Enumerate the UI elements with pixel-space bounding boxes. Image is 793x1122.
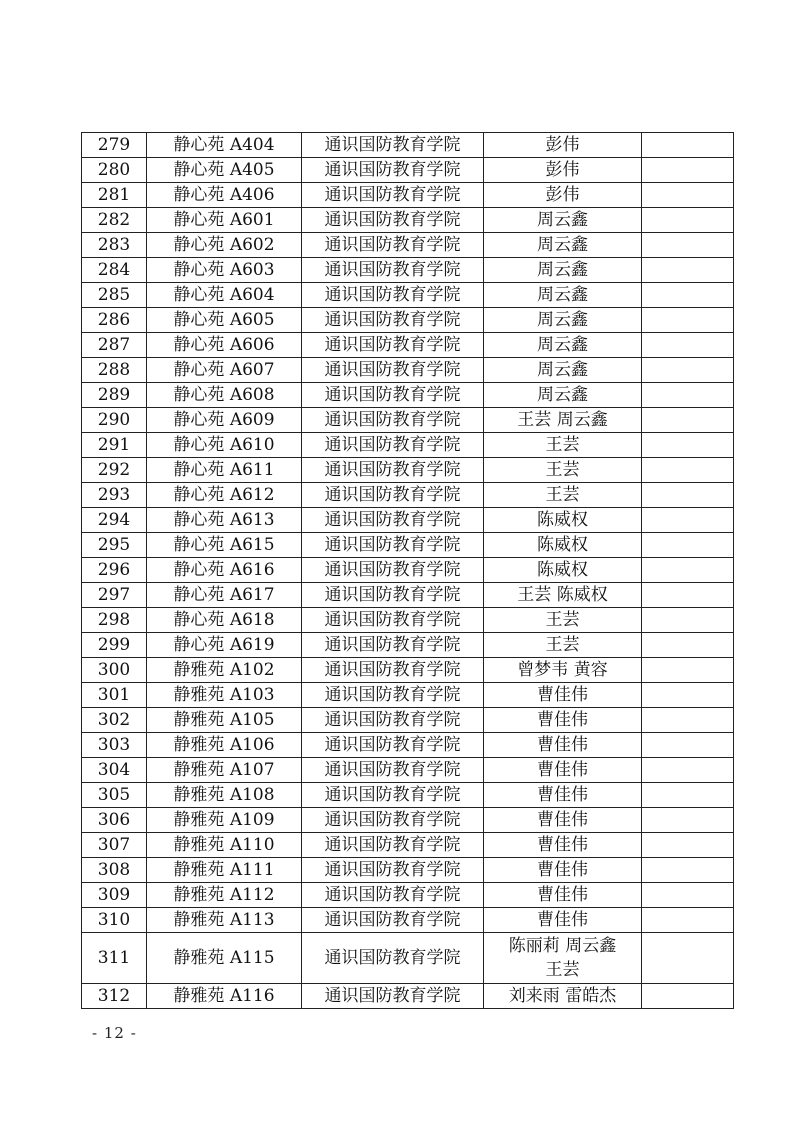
counselor-cell: 王芸 — [484, 633, 642, 658]
college-cell: 通识国防教育学院 — [302, 783, 484, 808]
table-row — [82, 133, 734, 158]
table-row — [82, 183, 734, 208]
row-number-cell: 311 — [82, 933, 147, 984]
note-cell — [642, 633, 734, 658]
row-number-cell: 285 — [82, 283, 147, 308]
note-cell — [642, 908, 734, 933]
college-cell: 通识国防教育学院 — [302, 808, 484, 833]
table-row — [82, 483, 734, 508]
note-cell — [642, 533, 734, 558]
room-cell: 静心苑 A604 — [147, 283, 302, 308]
college-cell: 通识国防教育学院 — [302, 208, 484, 233]
room-cell: 静心苑 A602 — [147, 233, 302, 258]
note-cell — [642, 758, 734, 783]
college-cell: 通识国防教育学院 — [302, 583, 484, 608]
counselor-cell: 周云鑫 — [484, 208, 642, 233]
note-cell — [642, 984, 734, 1009]
row-number-cell: 307 — [82, 833, 147, 858]
table-body — [82, 133, 734, 1009]
college-cell: 通识国防教育学院 — [302, 758, 484, 783]
note-cell — [642, 333, 734, 358]
room-cell: 静心苑 A601 — [147, 208, 302, 233]
note-cell — [642, 258, 734, 283]
note-cell — [642, 883, 734, 908]
table-row — [82, 508, 734, 533]
dormitory-assignment-table — [81, 132, 734, 1009]
college-cell: 通识国防教育学院 — [302, 383, 484, 408]
note-cell — [642, 658, 734, 683]
row-number-cell: 280 — [82, 158, 147, 183]
counselor-cell: 陈威权 — [484, 508, 642, 533]
room-cell: 静心苑 A404 — [147, 133, 302, 158]
counselor-cell: 周云鑫 — [484, 233, 642, 258]
row-number-cell: 296 — [82, 558, 147, 583]
counselor-cell: 王芸 周云鑫 — [484, 408, 642, 433]
note-cell — [642, 458, 734, 483]
college-cell: 通识国防教育学院 — [302, 258, 484, 283]
counselor-cell: 周云鑫 — [484, 308, 642, 333]
college-cell: 通识国防教育学院 — [302, 658, 484, 683]
college-cell: 通识国防教育学院 — [302, 483, 484, 508]
table-row — [82, 158, 734, 183]
note-cell — [642, 858, 734, 883]
room-cell: 静心苑 A616 — [147, 558, 302, 583]
note-cell — [642, 508, 734, 533]
row-number-cell: 310 — [82, 908, 147, 933]
row-number-cell: 306 — [82, 808, 147, 833]
row-number-cell: 288 — [82, 358, 147, 383]
note-cell — [642, 283, 734, 308]
college-cell: 通识国防教育学院 — [302, 708, 484, 733]
note-cell — [642, 158, 734, 183]
room-cell: 静雅苑 A107 — [147, 758, 302, 783]
note-cell — [642, 308, 734, 333]
college-cell: 通识国防教育学院 — [302, 508, 484, 533]
college-cell: 通识国防教育学院 — [302, 633, 484, 658]
college-cell: 通识国防教育学院 — [302, 858, 484, 883]
college-cell: 通识国防教育学院 — [302, 683, 484, 708]
table-row — [82, 658, 734, 683]
room-cell: 静心苑 A617 — [147, 583, 302, 608]
counselor-cell: 曹佳伟 — [484, 758, 642, 783]
counselor-cell: 王芸 — [484, 608, 642, 633]
row-number-cell: 303 — [82, 733, 147, 758]
note-cell — [642, 783, 734, 808]
counselor-cell: 周云鑫 — [484, 333, 642, 358]
room-cell: 静心苑 A608 — [147, 383, 302, 408]
college-cell: 通识国防教育学院 — [302, 458, 484, 483]
row-number-cell: 282 — [82, 208, 147, 233]
college-cell: 通识国防教育学院 — [302, 733, 484, 758]
note-cell — [642, 408, 734, 433]
room-cell: 静心苑 A618 — [147, 608, 302, 633]
college-cell: 通识国防教育学院 — [302, 283, 484, 308]
table-row — [82, 633, 734, 658]
counselor-cell: 王芸 — [484, 433, 642, 458]
row-number-cell: 312 — [82, 984, 147, 1009]
table-row — [82, 608, 734, 633]
row-number-cell: 297 — [82, 583, 147, 608]
note-cell — [642, 583, 734, 608]
counselor-cell: 周云鑫 — [484, 283, 642, 308]
note-cell — [642, 208, 734, 233]
college-cell: 通识国防教育学院 — [302, 883, 484, 908]
table-row — [82, 283, 734, 308]
row-number-cell: 292 — [82, 458, 147, 483]
room-cell: 静雅苑 A108 — [147, 783, 302, 808]
counselor-cell: 刘来雨 雷皓杰 — [484, 984, 642, 1009]
page-number: - 12 - — [92, 1024, 137, 1042]
room-cell: 静心苑 A613 — [147, 508, 302, 533]
counselor-cell: 王芸 — [484, 483, 642, 508]
counselor-cell: 彭伟 — [484, 183, 642, 208]
table-row — [82, 808, 734, 833]
college-cell: 通识国防教育学院 — [302, 833, 484, 858]
table-row — [82, 583, 734, 608]
room-cell: 静雅苑 A103 — [147, 683, 302, 708]
row-number-cell: 289 — [82, 383, 147, 408]
counselor-cell: 曹佳伟 — [484, 708, 642, 733]
counselor-cell: 王芸 — [484, 458, 642, 483]
counselor-cell: 曹佳伟 — [484, 883, 642, 908]
table-row — [82, 833, 734, 858]
room-cell: 静心苑 A607 — [147, 358, 302, 383]
note-cell — [642, 933, 734, 984]
counselor-cell: 周云鑫 — [484, 358, 642, 383]
college-cell: 通识国防教育学院 — [302, 133, 484, 158]
counselor-cell: 曹佳伟 — [484, 808, 642, 833]
counselor-cell: 曹佳伟 — [484, 683, 642, 708]
college-cell: 通识国防教育学院 — [302, 433, 484, 458]
counselor-cell: 曹佳伟 — [484, 908, 642, 933]
room-cell: 静心苑 A612 — [147, 483, 302, 508]
row-number-cell: 305 — [82, 783, 147, 808]
row-number-cell: 302 — [82, 708, 147, 733]
room-cell: 静雅苑 A116 — [147, 984, 302, 1009]
note-cell — [642, 358, 734, 383]
college-cell: 通识国防教育学院 — [302, 908, 484, 933]
table-row — [82, 783, 734, 808]
row-number-cell: 281 — [82, 183, 147, 208]
college-cell: 通识国防教育学院 — [302, 408, 484, 433]
counselor-cell: 陈威权 — [484, 533, 642, 558]
college-cell: 通识国防教育学院 — [302, 233, 484, 258]
note-cell — [642, 608, 734, 633]
room-cell: 静雅苑 A105 — [147, 708, 302, 733]
note-cell — [642, 558, 734, 583]
room-cell: 静雅苑 A111 — [147, 858, 302, 883]
college-cell: 通识国防教育学院 — [302, 158, 484, 183]
row-number-cell: 291 — [82, 433, 147, 458]
table-row — [82, 208, 734, 233]
row-number-cell: 295 — [82, 533, 147, 558]
note-cell — [642, 708, 734, 733]
college-cell: 通识国防教育学院 — [302, 358, 484, 383]
table-row — [82, 933, 734, 984]
row-number-cell: 308 — [82, 858, 147, 883]
note-cell — [642, 433, 734, 458]
room-cell: 静雅苑 A110 — [147, 833, 302, 858]
room-cell: 静心苑 A609 — [147, 408, 302, 433]
row-number-cell: 300 — [82, 658, 147, 683]
table-row — [82, 258, 734, 283]
room-cell: 静心苑 A615 — [147, 533, 302, 558]
note-cell — [642, 483, 734, 508]
table-row — [82, 233, 734, 258]
college-cell: 通识国防教育学院 — [302, 183, 484, 208]
room-cell: 静心苑 A606 — [147, 333, 302, 358]
note-cell — [642, 233, 734, 258]
table-row — [82, 708, 734, 733]
counselor-cell: 曹佳伟 — [484, 783, 642, 808]
room-cell: 静心苑 A603 — [147, 258, 302, 283]
table-row — [82, 558, 734, 583]
counselor-cell: 周云鑫 — [484, 258, 642, 283]
table-row — [82, 883, 734, 908]
row-number-cell: 286 — [82, 308, 147, 333]
table-row — [82, 533, 734, 558]
counselor-cell: 王芸 陈威权 — [484, 583, 642, 608]
table-row — [82, 858, 734, 883]
table-row — [82, 408, 734, 433]
room-cell: 静心苑 A605 — [147, 308, 302, 333]
counselor-cell: 曾梦韦 黄容 — [484, 658, 642, 683]
row-number-cell: 309 — [82, 883, 147, 908]
table-row — [82, 333, 734, 358]
row-number-cell: 294 — [82, 508, 147, 533]
row-number-cell: 299 — [82, 633, 147, 658]
row-number-cell: 287 — [82, 333, 147, 358]
college-cell: 通识国防教育学院 — [302, 933, 484, 984]
counselor-cell: 陈威权 — [484, 558, 642, 583]
room-cell: 静心苑 A619 — [147, 633, 302, 658]
table-row — [82, 308, 734, 333]
table-row — [82, 358, 734, 383]
note-cell — [642, 683, 734, 708]
table-row — [82, 908, 734, 933]
counselor-cell: 曹佳伟 — [484, 733, 642, 758]
college-cell: 通识国防教育学院 — [302, 984, 484, 1009]
note-cell — [642, 183, 734, 208]
row-number-cell: 301 — [82, 683, 147, 708]
counselor-cell: 彭伟 — [484, 158, 642, 183]
note-cell — [642, 383, 734, 408]
college-cell: 通识国防教育学院 — [302, 558, 484, 583]
room-cell: 静心苑 A406 — [147, 183, 302, 208]
row-number-cell: 293 — [82, 483, 147, 508]
table-row — [82, 433, 734, 458]
college-cell: 通识国防教育学院 — [302, 533, 484, 558]
counselor-cell: 陈丽莉 周云鑫 王芸 — [484, 933, 642, 984]
row-number-cell: 304 — [82, 758, 147, 783]
table-row — [82, 683, 734, 708]
counselor-cell: 彭伟 — [484, 133, 642, 158]
table-row — [82, 458, 734, 483]
table-row — [82, 383, 734, 408]
note-cell — [642, 733, 734, 758]
table-row — [82, 984, 734, 1009]
room-cell: 静雅苑 A109 — [147, 808, 302, 833]
row-number-cell: 279 — [82, 133, 147, 158]
counselor-cell: 曹佳伟 — [484, 858, 642, 883]
row-number-cell: 283 — [82, 233, 147, 258]
room-cell: 静雅苑 A113 — [147, 908, 302, 933]
row-number-cell: 298 — [82, 608, 147, 633]
table-row — [82, 758, 734, 783]
counselor-cell: 周云鑫 — [484, 383, 642, 408]
college-cell: 通识国防教育学院 — [302, 608, 484, 633]
note-cell — [642, 808, 734, 833]
note-cell — [642, 133, 734, 158]
note-cell — [642, 833, 734, 858]
college-cell: 通识国防教育学院 — [302, 308, 484, 333]
room-cell: 静心苑 A610 — [147, 433, 302, 458]
room-cell: 静雅苑 A106 — [147, 733, 302, 758]
room-cell: 静雅苑 A115 — [147, 933, 302, 984]
row-number-cell: 290 — [82, 408, 147, 433]
room-cell: 静雅苑 A112 — [147, 883, 302, 908]
room-cell: 静雅苑 A102 — [147, 658, 302, 683]
row-number-cell: 284 — [82, 258, 147, 283]
room-cell: 静心苑 A611 — [147, 458, 302, 483]
counselor-cell: 曹佳伟 — [484, 833, 642, 858]
college-cell: 通识国防教育学院 — [302, 333, 484, 358]
table-row — [82, 733, 734, 758]
room-cell: 静心苑 A405 — [147, 158, 302, 183]
